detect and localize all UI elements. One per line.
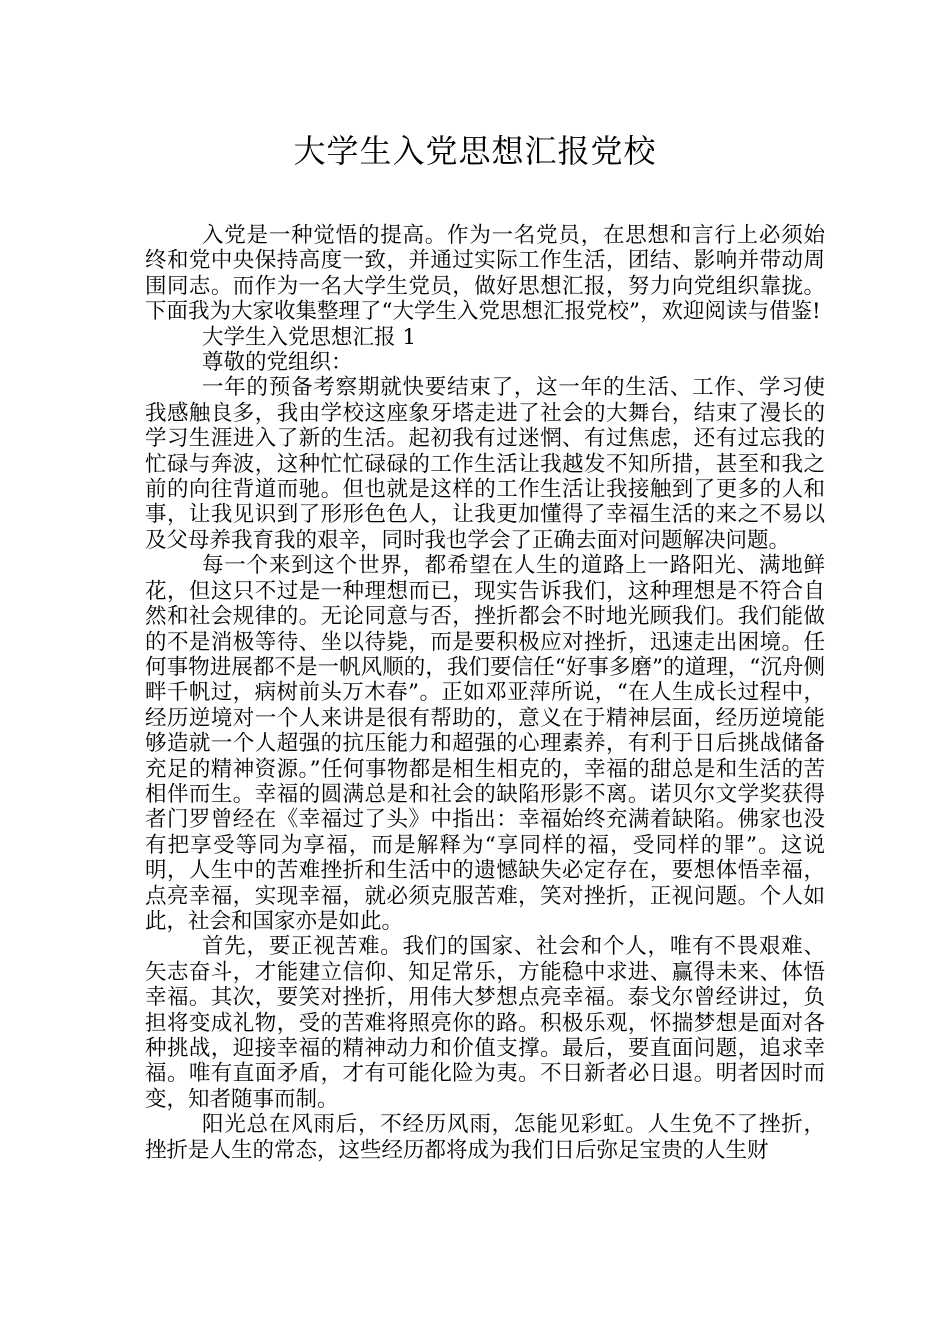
paragraph-body: 每一个来到这个世界，都希望在人生的道路上一路阳光、满地鲜花，但这只不过是一种理想而已，现实告诉我们，这种理想是不符合自然和社会规律的。无论同意与否，挫折都会不时地光顾我们。我们能做的不是消极等待、坐以待毙，而是要积极应对挫折，迅速走出困境。任何事物进展都不是一帆风顺的，我们要信任“好事多磨”的道理，“沉舟侧畔千帆过，病树前头万木春”。正如邓亚萍所说，“在人生成长过程中，经历逆境对一个人来讲是很有帮助的，意义在于精神层面，经历逆境能够造就一个人超强的抗压能力和超强的心理素养，有利于日后挑战储备充足的精神资源。”任何事物都是相生相克的，幸福的甜总是和生活的苦相伴而生。幸福的圆满总是和社会的缺陷形影不离。诺贝尔文学奖获得者门罗曾经在《幸福过了头》中指出：幸福始终充满着缺陷。佛家也没有把享受等同为享福，而是解释为“享同样的福，受同样的罪”。这说明，人生中的苦难挫折和生活中的遗憾缺失必定存在，要想体悟幸福，点亮幸福，实现幸福，就必须克服苦难，笑对挫折，正视问题。个人如此，社会和国家亦是如此。 xyxy=(145,553,825,934)
paragraph-body: 一年的预备考察期就快要结束了，这一年的生活、工作、学习使我感触良多，我由学校这座象牙塔走进了社会的大舞台，结束了漫长的学习生涯进入了新的生活。起初我有过迷惘、有过焦虑，还有过忘我的忙碌与奔波，这种忙忙碌碌的工作生活让我越发不知所措，甚至和我之前的向往背道而驰。但也就是这样的工作生活让我接触到了更多的人和事，让我见识到了形形色色人，让我更加懂得了幸福生活的来之不易以及父母养我育我的艰辛，同时我也学会了正确去面对问题解决问题。 xyxy=(145,375,825,553)
document-title: 大学生入党思想汇报党校 xyxy=(293,132,657,170)
paragraph-body: 阳光总在风雨后，不经历风雨，怎能见彩虹。人生免不了挫折，挫折是人生的常态，这些经历都将成为我们日后弥足宝贵的人生财 xyxy=(145,1112,825,1163)
paragraph-intro: 入党是一种觉悟的提高。作为一名党员，在思想和言行上必须始终和党中央保持高度一致，并通过实际工作生活，团结、影响并带动周围同志。而作为一名大学生党员，做好思想汇报，努力向党组织靠拢。下面我为大家收集整理了“大学生入党思想汇报党校”，欢迎阅读与借鉴! xyxy=(145,223,825,325)
paragraph-body: 首先，要正视苦难。我们的国家、社会和个人，唯有不畏艰难、矢志奋斗，才能建立信仰、知足常乐，方能稳中求进、赢得未来、体悟幸福。其次，要笑对挫折，用伟大梦想点亮幸福。泰戈尔曾经讲过，负担将变成礼物，受的苦难将照亮你的路。积极乐观，怀揣梦想是面对各种挑战，迎接幸福的精神动力和价值支撑。最后，要直面问题，追求幸福。唯有直面矛盾，才有可能化险为夷。不日新者必日退。明者因时而变，知者随事而制。 xyxy=(145,934,825,1112)
paragraph-section-heading: 大学生入党思想汇报 1 xyxy=(202,324,417,350)
document-body xyxy=(145,223,825,1163)
paragraph-salutation: 尊敬的党组织： xyxy=(202,350,353,376)
